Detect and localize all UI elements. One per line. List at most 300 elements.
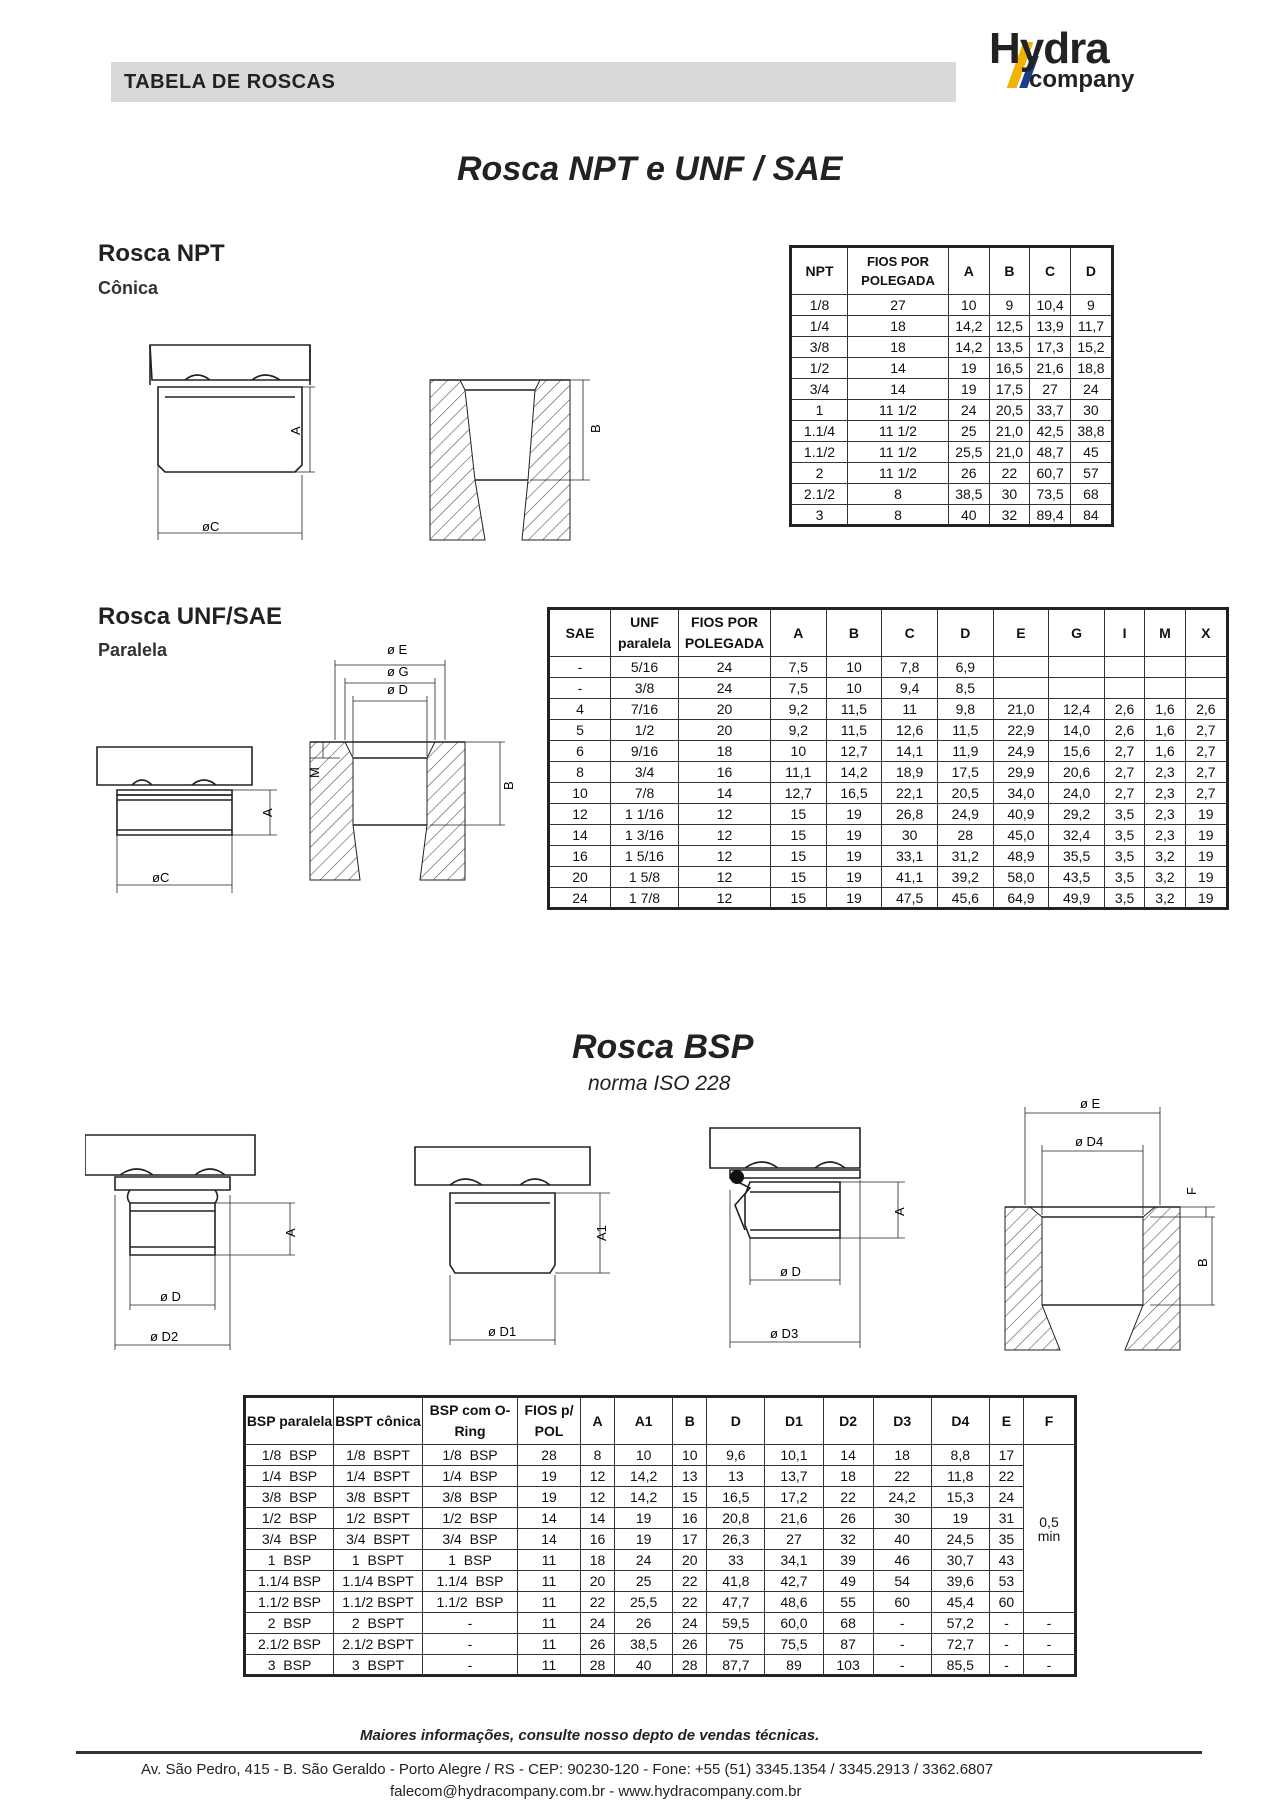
unf-row xyxy=(549,867,1228,888)
npt-cell: 89,4 xyxy=(1030,505,1071,526)
unf-cell: 2,7 xyxy=(1104,762,1144,783)
npt-cell: 20,5 xyxy=(989,400,1030,421)
npt-cell: 22 xyxy=(989,463,1030,484)
npt-cell: 38,5 xyxy=(949,484,990,505)
unf-cell: 12,6 xyxy=(882,720,938,741)
bsp-cell: 13,7 xyxy=(765,1466,823,1487)
bsp-cell: 28 xyxy=(581,1655,615,1676)
unf-cell: 7/8 xyxy=(611,783,679,804)
bsp-cell: - xyxy=(423,1634,518,1655)
npt-row xyxy=(791,295,1113,316)
npt-cell: 42,5 xyxy=(1030,421,1071,442)
unf-female-drawing xyxy=(305,640,520,885)
unf-cell: 19 xyxy=(1185,888,1227,909)
footer-address: Av. São Pedro, 415 - B. São Geraldo - Porto Alegre / RS - CEP: 90230-120 - Fone: +55 (51) 3345.1354 / 3345.2913 / 3362.6807 xyxy=(141,1761,994,1778)
bsp-cell: 1/2 BSP xyxy=(423,1508,518,1529)
bsp-dim-a: A xyxy=(283,1228,298,1237)
bsp-cell: 19 xyxy=(615,1508,673,1529)
unf-cell: 3,5 xyxy=(1104,825,1144,846)
bsp-cell: 3/4 BSP xyxy=(245,1529,334,1550)
bsp-cell: 3/4 BSP xyxy=(423,1529,518,1550)
bsp-cell: 1/2 BSP xyxy=(245,1508,334,1529)
unf-cell: 34,0 xyxy=(993,783,1049,804)
unf-cell: 14 xyxy=(549,825,611,846)
unf-male-drawing xyxy=(92,735,292,895)
bsp-cell: 17 xyxy=(989,1445,1023,1466)
unf-cell: 2,3 xyxy=(1145,762,1185,783)
unf-cell: 2,7 xyxy=(1185,720,1227,741)
npt-row xyxy=(791,379,1113,400)
bsp-cell: 11 xyxy=(518,1550,581,1571)
unf-row xyxy=(549,825,1228,846)
unf-cell: 22,9 xyxy=(993,720,1049,741)
bsp-row xyxy=(245,1634,1076,1655)
bsp-cell: 19 xyxy=(615,1529,673,1550)
bsp-cell: 1/4 BSP xyxy=(245,1466,334,1487)
npt-cell: 73,5 xyxy=(1030,484,1071,505)
npt-cell: 21,0 xyxy=(989,421,1030,442)
npt-header-fios: FIOS POR POLEGADA xyxy=(848,247,949,295)
bsp-row xyxy=(245,1550,1076,1571)
unf-cell: 21,0 xyxy=(993,699,1049,720)
unf-cell: 35,5 xyxy=(1049,846,1105,867)
unf-cell: 11,5 xyxy=(826,720,882,741)
bsp-cell: 27 xyxy=(765,1529,823,1550)
section-label: TABELA DE ROSCAS xyxy=(124,71,336,93)
bsp-cell: 1.1/2 BSPT xyxy=(334,1592,423,1613)
unf-cell: 5/16 xyxy=(611,657,679,678)
unf-cell: 28 xyxy=(937,825,993,846)
npt-header-d: D xyxy=(1070,247,1112,295)
bsp-cell: 15 xyxy=(673,1487,707,1508)
bsp-cell: 16 xyxy=(673,1508,707,1529)
unf-cell: 19 xyxy=(826,804,882,825)
bsp-header-conica: BSPT cônica xyxy=(334,1397,423,1445)
unf-header-m: M xyxy=(1145,609,1185,657)
bsp-row xyxy=(245,1613,1076,1634)
bsp-dim-d4: ø D4 xyxy=(1075,1134,1104,1149)
bsp-cell: 40 xyxy=(615,1655,673,1676)
npt-cell: 32 xyxy=(989,505,1030,526)
bsp-cell: 1.1/2 BSP xyxy=(423,1592,518,1613)
bsp-cell: 21,6 xyxy=(765,1508,823,1529)
unf-cell: 30 xyxy=(882,825,938,846)
bsp-cell: 19 xyxy=(931,1508,989,1529)
bsp-cell: 18 xyxy=(873,1445,931,1466)
bsp-cell: 32 xyxy=(823,1529,873,1550)
bsp-cell: 19 xyxy=(518,1466,581,1487)
bsp-cell: - xyxy=(1024,1655,1076,1676)
unf-cell: 3,5 xyxy=(1104,804,1144,825)
npt-dim-b: B xyxy=(588,424,603,433)
unf-cell: 7/16 xyxy=(611,699,679,720)
unf-subtitle: Paralela xyxy=(98,640,168,660)
bsp-cell: 57,2 xyxy=(931,1613,989,1634)
bsp-male-conic-drawing xyxy=(410,1135,625,1350)
unf-cell: 58,0 xyxy=(993,867,1049,888)
unf-cell: 18,9 xyxy=(882,762,938,783)
bsp-row xyxy=(245,1466,1076,1487)
unf-cell: 15 xyxy=(771,804,827,825)
npt-row xyxy=(791,337,1113,358)
npt-cell: 11 1/2 xyxy=(848,442,949,463)
bsp-cell: 103 xyxy=(823,1655,873,1676)
bsp-cell: 49 xyxy=(823,1571,873,1592)
bsp-cell: 1 BSP xyxy=(245,1550,334,1571)
bsp-dim-d3: ø D3 xyxy=(770,1326,799,1341)
unf-dim-c: øC xyxy=(152,870,170,885)
bsp-cell: 1/8 BSP xyxy=(423,1445,518,1466)
unf-cell: 10 xyxy=(826,657,882,678)
bsp-cell: 10,1 xyxy=(765,1445,823,1466)
bsp-cell: 12 xyxy=(581,1487,615,1508)
npt-cell: 21,0 xyxy=(989,442,1030,463)
bsp-cell: 25 xyxy=(615,1571,673,1592)
bsp-cell: 2 BSPT xyxy=(334,1613,423,1634)
bsp-cell: 25,5 xyxy=(615,1592,673,1613)
npt-cell: 9 xyxy=(1070,295,1112,316)
unf-cell xyxy=(1049,657,1105,678)
footer-contact: falecom@hydracompany.com.br - www.hydracompany.com.br xyxy=(390,1783,802,1800)
unf-cell: - xyxy=(549,678,611,699)
npt-cell: 27 xyxy=(848,295,949,316)
bsp-cell: 22 xyxy=(989,1466,1023,1487)
bsp-cell: 26 xyxy=(823,1508,873,1529)
unf-cell: 1,6 xyxy=(1145,741,1185,762)
unf-row xyxy=(549,783,1228,804)
bsp-row xyxy=(245,1445,1076,1466)
bsp-cell: 43 xyxy=(989,1550,1023,1571)
unf-dim-b: B xyxy=(501,781,516,790)
unf-cell: 2,3 xyxy=(1145,804,1185,825)
bsp-dim-a1: A1 xyxy=(594,1225,609,1241)
npt-cell: 19 xyxy=(949,358,990,379)
npt-cell: 12,5 xyxy=(989,316,1030,337)
unf-cell: 19 xyxy=(1185,804,1227,825)
unf-cell: 1/2 xyxy=(611,720,679,741)
npt-cell: 11 1/2 xyxy=(848,463,949,484)
bsp-cell: - xyxy=(1024,1634,1076,1655)
npt-cell: 48,7 xyxy=(1030,442,1071,463)
bsp-cell: - xyxy=(989,1613,1023,1634)
bsp-cell: 22 xyxy=(673,1592,707,1613)
bsp-cell: 1.1/4 BSP xyxy=(423,1571,518,1592)
bsp-cell: 75 xyxy=(707,1634,765,1655)
bsp-cell: 18 xyxy=(823,1466,873,1487)
unf-cell: 29,9 xyxy=(993,762,1049,783)
bsp-cell: 26,3 xyxy=(707,1529,765,1550)
unf-row xyxy=(549,888,1228,909)
npt-cell: 17,3 xyxy=(1030,337,1071,358)
bsp-cell: 34,1 xyxy=(765,1550,823,1571)
unf-cell: 8 xyxy=(549,762,611,783)
npt-cell: 14,2 xyxy=(949,316,990,337)
npt-row xyxy=(791,484,1113,505)
unf-row xyxy=(549,762,1228,783)
bsp-dim-b: B xyxy=(1195,1258,1210,1267)
bsp-cell: 55 xyxy=(823,1592,873,1613)
unf-cell: 14 xyxy=(679,783,771,804)
unf-cell: 1 7/8 xyxy=(611,888,679,909)
unf-cell: 4 xyxy=(549,699,611,720)
unf-cell: 15 xyxy=(771,888,827,909)
unf-cell: 19 xyxy=(826,846,882,867)
bsp-cell: 3/8 BSPT xyxy=(334,1487,423,1508)
npt-cell: 16,5 xyxy=(989,358,1030,379)
npt-cell: 30 xyxy=(1070,400,1112,421)
npt-cell: 27 xyxy=(1030,379,1071,400)
unf-cell xyxy=(1185,657,1227,678)
npt-row xyxy=(791,421,1113,442)
unf-row xyxy=(549,657,1228,678)
unf-cell: 32,4 xyxy=(1049,825,1105,846)
bsp-dim-d: ø D xyxy=(160,1289,181,1304)
bsp-cell: 40 xyxy=(873,1529,931,1550)
bsp-cell: 22 xyxy=(873,1466,931,1487)
bsp-cell: 17,2 xyxy=(765,1487,823,1508)
unf-cell: 1,6 xyxy=(1145,699,1185,720)
bsp-cell: 1 BSP xyxy=(423,1550,518,1571)
bsp-cell: 1.1/4 BSP xyxy=(245,1571,334,1592)
unf-cell: 12,4 xyxy=(1049,699,1105,720)
bsp-cell: 13 xyxy=(673,1466,707,1487)
unf-cell: 43,5 xyxy=(1049,867,1105,888)
unf-cell: 48,9 xyxy=(993,846,1049,867)
npt-cell: 13,9 xyxy=(1030,316,1071,337)
bsp-cell: 1/4 BSP xyxy=(423,1466,518,1487)
unf-cell: 3,2 xyxy=(1145,888,1185,909)
bsp-row xyxy=(245,1655,1076,1676)
bsp-cell: - xyxy=(423,1655,518,1676)
bsp-cell: 18 xyxy=(581,1550,615,1571)
bsp-male-parallel-drawing xyxy=(85,1125,315,1350)
unf-header-a: A xyxy=(771,609,827,657)
bsp-cell: 8,8 xyxy=(931,1445,989,1466)
bsp-cell: 72,7 xyxy=(931,1634,989,1655)
npt-cell: 33,7 xyxy=(1030,400,1071,421)
bsp-cell: 24,5 xyxy=(931,1529,989,1550)
bsp-cell: 10 xyxy=(615,1445,673,1466)
npt-cell: 25 xyxy=(949,421,990,442)
bsp-cell: - xyxy=(873,1655,931,1676)
unf-dim-a: A xyxy=(260,808,275,817)
npt-cell: 14 xyxy=(848,379,949,400)
unf-header-b: B xyxy=(826,609,882,657)
npt-male-drawing xyxy=(140,335,340,550)
npt-cell: 14 xyxy=(848,358,949,379)
npt-cell: 9 xyxy=(989,295,1030,316)
npt-header-b: B xyxy=(989,247,1030,295)
bsp-cell: 60 xyxy=(989,1592,1023,1613)
bsp-cell: 11,8 xyxy=(931,1466,989,1487)
unf-cell: 2,6 xyxy=(1104,699,1144,720)
bsp-table-body xyxy=(245,1445,1076,1676)
logo-line1: Hydra xyxy=(989,24,1109,73)
unf-cell: 11,5 xyxy=(826,699,882,720)
bsp-cell: - xyxy=(873,1634,931,1655)
unf-cell: 17,5 xyxy=(937,762,993,783)
unf-cell: 49,9 xyxy=(1049,888,1105,909)
unf-dim-m: M xyxy=(307,767,322,778)
unf-cell: 1,6 xyxy=(1145,720,1185,741)
unf-cell: 19 xyxy=(826,867,882,888)
bsp-cell: 20,8 xyxy=(707,1508,765,1529)
bsp-cell: 1 BSPT xyxy=(334,1550,423,1571)
unf-cell xyxy=(1185,678,1227,699)
bsp-dim-f: F xyxy=(1184,1187,1199,1195)
bsp-cell: 1/4 BSPT xyxy=(334,1466,423,1487)
npt-cell: 11 1/2 xyxy=(848,421,949,442)
npt-row xyxy=(791,442,1113,463)
bsp-cell: 14 xyxy=(581,1508,615,1529)
bsp-header-d1: D1 xyxy=(765,1397,823,1445)
unf-cell: 1 5/16 xyxy=(611,846,679,867)
bsp-cell: 60,0 xyxy=(765,1613,823,1634)
unf-title: Rosca UNF/SAE xyxy=(98,603,283,630)
bsp-row xyxy=(245,1529,1076,1550)
npt-header-npt: NPT xyxy=(791,247,848,295)
npt-cell: 1/2 xyxy=(791,358,848,379)
npt-cell: 1 xyxy=(791,400,848,421)
bsp-cell: 13 xyxy=(707,1466,765,1487)
unf-cell: 41,1 xyxy=(882,867,938,888)
bsp-cell: 59,5 xyxy=(707,1613,765,1634)
unf-cell: 20 xyxy=(549,867,611,888)
unf-cell: 24,9 xyxy=(993,741,1049,762)
unf-header-unf: UNF paralela xyxy=(611,609,679,657)
bsp-header-b: B xyxy=(673,1397,707,1445)
npt-female-drawing xyxy=(420,365,605,545)
unf-cell: 19 xyxy=(826,888,882,909)
bsp-cell: - xyxy=(1024,1613,1076,1634)
unf-cell: 24,9 xyxy=(937,804,993,825)
bsp-cell: 48,6 xyxy=(765,1592,823,1613)
bsp-cell: 28 xyxy=(673,1655,707,1676)
unf-cell: 64,9 xyxy=(993,888,1049,909)
bsp-cell: 11 xyxy=(518,1613,581,1634)
unf-cell: 3,2 xyxy=(1145,867,1185,888)
unf-cell: 19 xyxy=(1185,867,1227,888)
unf-header-x: X xyxy=(1185,609,1227,657)
unf-cell: 47,5 xyxy=(882,888,938,909)
bsp-cell: 3/8 BSP xyxy=(423,1487,518,1508)
bsp-cell: - xyxy=(989,1655,1023,1676)
bsp-cell: 10 xyxy=(673,1445,707,1466)
unf-header-d: D xyxy=(937,609,993,657)
unf-cell: 2,6 xyxy=(1185,699,1227,720)
bsp-cell: 11 xyxy=(518,1592,581,1613)
unf-dim-g: ø G xyxy=(387,664,409,679)
unf-cell: 20,6 xyxy=(1049,762,1105,783)
bsp-cell: - xyxy=(423,1613,518,1634)
bsp-title: Rosca BSP xyxy=(572,1028,754,1066)
unf-cell: 24 xyxy=(549,888,611,909)
unf-cell: 12 xyxy=(679,825,771,846)
bsp-subtitle: norma ISO 228 xyxy=(588,1072,731,1095)
brand-logo xyxy=(985,24,1165,94)
bsp-cell: 9,6 xyxy=(707,1445,765,1466)
npt-cell: 84 xyxy=(1070,505,1112,526)
bsp-cell: 42,7 xyxy=(765,1571,823,1592)
unf-cell: 45,0 xyxy=(993,825,1049,846)
npt-cell: 3/4 xyxy=(791,379,848,400)
bsp-merged-f-cell: 0,5 min xyxy=(1024,1445,1076,1613)
bsp-cell: 24 xyxy=(581,1613,615,1634)
unf-cell: 3,2 xyxy=(1145,846,1185,867)
unf-cell: 12 xyxy=(549,804,611,825)
bsp-header-d4: D4 xyxy=(931,1397,989,1445)
unf-cell: 3,5 xyxy=(1104,846,1144,867)
bsp-cell: 11 xyxy=(518,1634,581,1655)
unf-cell: 19 xyxy=(1185,825,1227,846)
unf-cell: 12 xyxy=(679,804,771,825)
unf-cell: 14,2 xyxy=(826,762,882,783)
bsp-cell: 22 xyxy=(581,1592,615,1613)
bsp-row xyxy=(245,1487,1076,1508)
bsp-cell: 89 xyxy=(765,1655,823,1676)
bsp-dim-d2: ø D2 xyxy=(150,1329,179,1344)
bsp-cell: 24 xyxy=(673,1613,707,1634)
bsp-header-oring: BSP com O-Ring xyxy=(423,1397,518,1445)
bsp-cell: 26 xyxy=(673,1634,707,1655)
bsp-header-paralela: BSP paralela xyxy=(245,1397,334,1445)
unf-cell: 12 xyxy=(679,888,771,909)
bsp-header-d: D xyxy=(707,1397,765,1445)
bsp-cell: 1/8 BSPT xyxy=(334,1445,423,1466)
bsp-cell: 1.1/2 BSP xyxy=(245,1592,334,1613)
unf-table-body xyxy=(549,657,1228,909)
unf-cell: 15 xyxy=(771,825,827,846)
bsp-oring-dim-d: ø D xyxy=(780,1264,801,1279)
bsp-cell: 3 BSP xyxy=(245,1655,334,1676)
bsp-cell: 60 xyxy=(873,1592,931,1613)
unf-cell: 9,2 xyxy=(771,720,827,741)
npt-cell: 60,7 xyxy=(1030,463,1071,484)
unf-cell: 14,1 xyxy=(882,741,938,762)
bsp-cell: 35 xyxy=(989,1529,1023,1550)
npt-cell: 26 xyxy=(949,463,990,484)
npt-table xyxy=(789,245,1114,527)
bsp-cell: 3/8 BSP xyxy=(245,1487,334,1508)
npt-cell: 25,5 xyxy=(949,442,990,463)
npt-cell: 1/4 xyxy=(791,316,848,337)
bsp-cell: 85,5 xyxy=(931,1655,989,1676)
npt-cell: 11 1/2 xyxy=(848,400,949,421)
unf-dim-e: ø E xyxy=(387,642,408,657)
bsp-header-a1: A1 xyxy=(615,1397,673,1445)
unf-row xyxy=(549,699,1228,720)
bsp-header-f: F xyxy=(1024,1397,1076,1445)
bsp-cell: - xyxy=(989,1634,1023,1655)
unf-cell: 39,2 xyxy=(937,867,993,888)
unf-cell: 3/8 xyxy=(611,678,679,699)
unf-cell: 19 xyxy=(1185,846,1227,867)
unf-cell: 24 xyxy=(679,678,771,699)
npt-table-body xyxy=(791,295,1113,526)
unf-cell: 15 xyxy=(771,867,827,888)
unf-cell: 16,5 xyxy=(826,783,882,804)
unf-cell: 10 xyxy=(549,783,611,804)
bsp-cell: 22 xyxy=(823,1487,873,1508)
unf-cell: 10 xyxy=(771,741,827,762)
npt-cell: 3/8 xyxy=(791,337,848,358)
bsp-cell: 41,8 xyxy=(707,1571,765,1592)
unf-cell: 3/4 xyxy=(611,762,679,783)
bsp-cell: 11 xyxy=(518,1655,581,1676)
bsp-cell: 24 xyxy=(615,1550,673,1571)
bsp-cell: 2.1/2 BSP xyxy=(245,1634,334,1655)
npt-cell: 38,8 xyxy=(1070,421,1112,442)
